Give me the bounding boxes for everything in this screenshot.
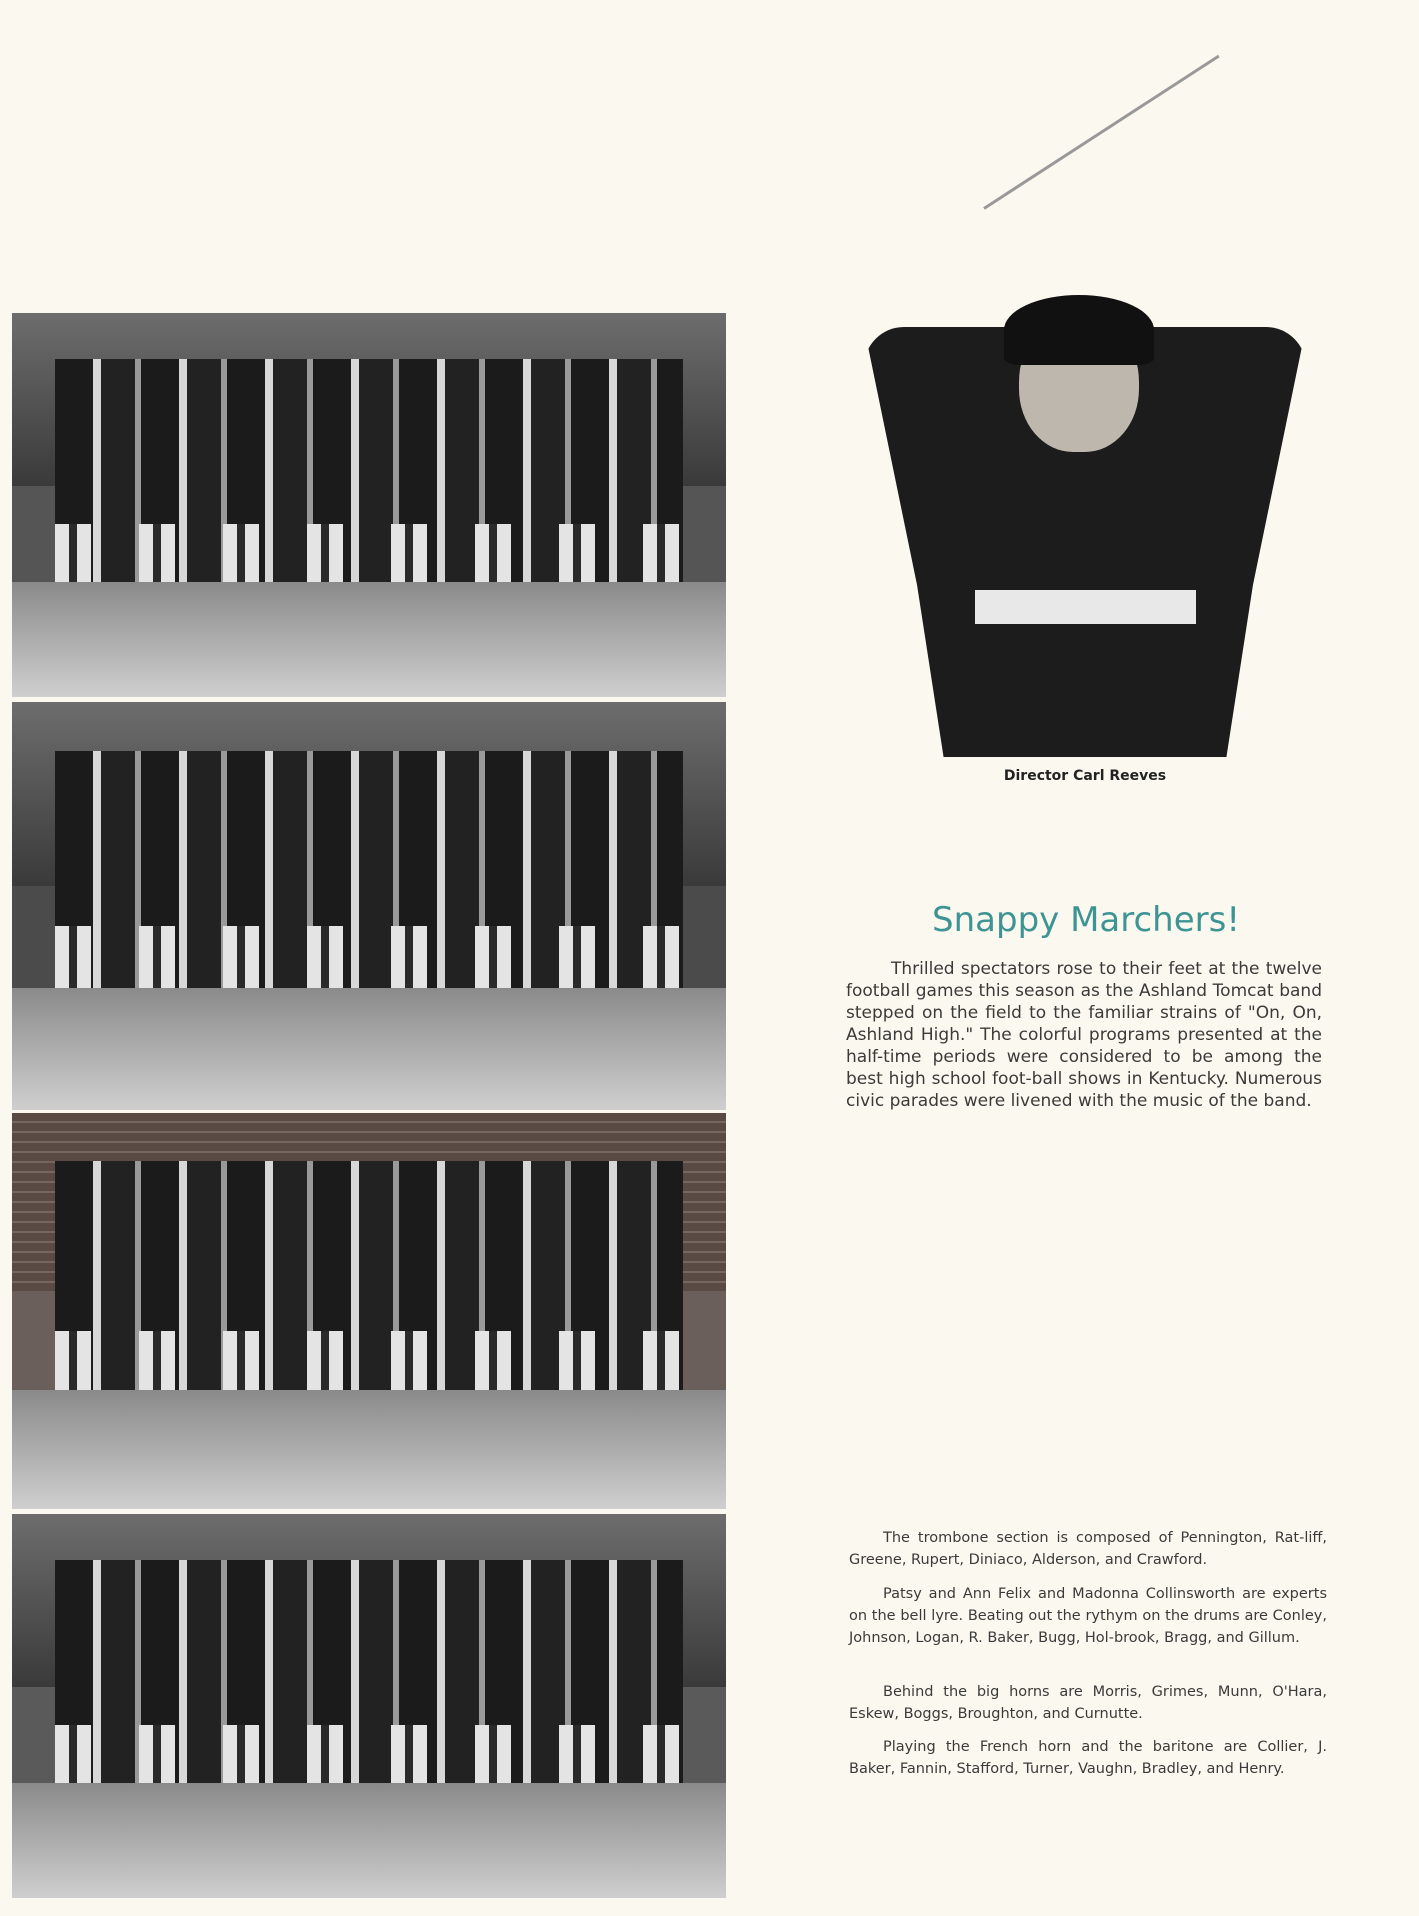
article-title: Snappy Marchers! <box>932 900 1240 940</box>
photo-caption-drums: Patsy and Ann Felix and Madonna Collinsworth are experts on the bell lyre. Beating out the rythym on the drums are Conley, Johnson, Logan, R. Baker, Bugg, Hol-brook, Bragg, and Gillum. <box>849 1586 1327 1646</box>
sousaphone-section-photo <box>12 1113 726 1509</box>
drum-section-photo <box>12 702 726 1110</box>
director-caption: Director Carl Reeves <box>1003 768 1167 784</box>
photo-caption-big-horns: Behind the big horns are Morris, Grimes, Munn, O'Hara, Eskew, Boggs, Broughton, and Curnutte. <box>849 1684 1327 1722</box>
trombone-section-photo <box>12 313 726 697</box>
horn-section-photo <box>12 1514 726 1898</box>
photo-caption-french-horns: Playing the French horn and the baritone are Collier, J. Baker, Fannin, Stafford, Turner, Vaughn, Bradley, and Henry. <box>849 1739 1327 1777</box>
article-intro: Thrilled spectators rose to their feet at the twelve football games this season as the Ashland Tomcat band stepped on the field to the familiar strains of "On, On, Ashland High." The colorful programs presented at the half-time periods were considered to be among the best high school foot-ball shows in Kentucky. Numerous civic parades were livened with the music of the band. <box>846 959 1322 1111</box>
director-photo <box>864 107 1306 757</box>
photo-caption-trombones: The trombone section is composed of Pennington, Rat-liff, Greene, Rupert, Diniaco, Alderson, and Crawford. <box>849 1530 1327 1568</box>
